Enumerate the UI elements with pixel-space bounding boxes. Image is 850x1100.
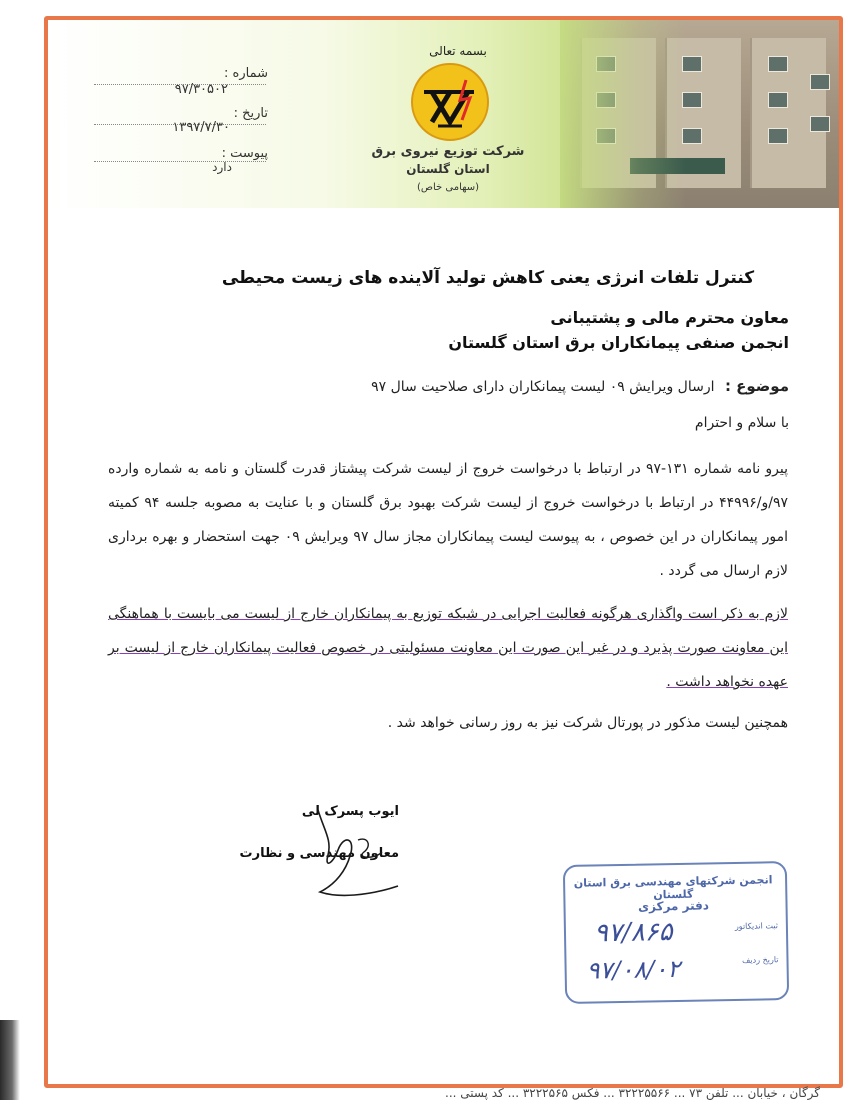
letter-page bbox=[44, 16, 843, 1088]
company-type: (سهامی خاص) bbox=[416, 182, 480, 193]
stamp-organization: انجمن شرکتهای مهندسی برق استان گلستان bbox=[573, 873, 773, 902]
subject-row bbox=[189, 377, 789, 395]
greeting: با سلام و احترام bbox=[694, 415, 789, 431]
body-paragraph-3: همچنین لیست مذکور در پورتال شرکت نیز به روز رسانی خواهد شد . bbox=[387, 715, 788, 731]
handwritten-signature bbox=[298, 800, 438, 910]
addressee-title: معاون محترم مالی و پشتیبانی bbox=[550, 308, 789, 327]
addressee-organization: انجمن صنفی پیمانکاران برق استان گلستان bbox=[448, 333, 789, 352]
registration-stamp bbox=[563, 861, 789, 1004]
scan-edge-shadow bbox=[0, 1020, 20, 1100]
stamp-office: دفتر مرکزی bbox=[637, 898, 710, 914]
slogan: کنترل تلفات انرژی یعنی کاهش تولید آلاینده های زیست محیطی bbox=[221, 268, 755, 288]
body-paragraph-1: پیرو نامه شماره ۱۳۱-۹۷ در ارتباط با درخواست خروج از لیست شرکت پیشتاز قدرت گلستان و نامه به شماره وارده ۹۷/و/۴۴۹۹۶ در ارتباط با درخواست خروج از لیست شرکت بهبود برق گلستان و با عنایت به مصوبه جلسه ۹۴ کمیته امور پیمانکاران در این خصوص ، به پیوست لیست پیمانکاران مجاز سال ۹۷ ویرایش ۰۹ جهت استحضار و بهره برداری لازم ارسال می گردد . bbox=[108, 461, 789, 579]
bismillah: بسمه تعالی bbox=[429, 44, 487, 58]
attachment-label: پیوست : bbox=[221, 146, 268, 161]
number-value: ۹۷/۳۰۵۰۲ bbox=[174, 82, 228, 97]
subject-text: ارسال ویرایش ۰۹ لیست پیمانکاران دارای صلاحیت سال ۹۷ bbox=[371, 379, 715, 395]
number-label: شماره : bbox=[224, 66, 268, 81]
company-province: استان گلستان bbox=[406, 162, 490, 176]
building-photo bbox=[560, 20, 839, 208]
body-paragraph-2: لازم به ذکر است واگذاری هرگونه فعالیت اجرایی در شبکه توزیع به پیمانکاران خارج از لیست می بایست با هماهنگی این معاونت صورت پذیرد و در غیر این صورت این معاونت مسئولیتی در خصوص فعالیت پیمانکاران خارج از لیست بر عهده نخواهد داشت . bbox=[108, 606, 788, 690]
subject-label: موضوع : bbox=[724, 377, 789, 395]
company-name: شرکت توزیع نیروی برق bbox=[371, 144, 525, 159]
date-label: تاریخ : bbox=[233, 106, 268, 121]
stamp-date-label: تاریخ ردیف bbox=[742, 955, 779, 965]
date-value: ۱۳۹۷/۷/۳۰ bbox=[172, 120, 230, 135]
signatory-name: ایوب پسرک لی bbox=[301, 804, 399, 819]
footer-address: گرگان ، خیابان ... تلفن ۷۳ ... ۳۲۲۲۵۵۶۶ ... فکس ۳۲۲۲۵۶۵ ... کد پستی ... bbox=[445, 1086, 820, 1100]
company-logo-icon bbox=[408, 60, 492, 144]
letterhead-band bbox=[48, 20, 839, 208]
stamp-reg-value: ۹۷/۸۶۵ bbox=[593, 917, 673, 949]
signatory-title: معاون مهندسی و نظارت bbox=[239, 846, 399, 861]
attachment-value: دارد bbox=[212, 160, 232, 174]
stamp-reg-label: ثبت اندیکاتور bbox=[734, 921, 778, 931]
stamp-date-value: ۹۷/۰۸/۰۲ bbox=[586, 954, 681, 985]
